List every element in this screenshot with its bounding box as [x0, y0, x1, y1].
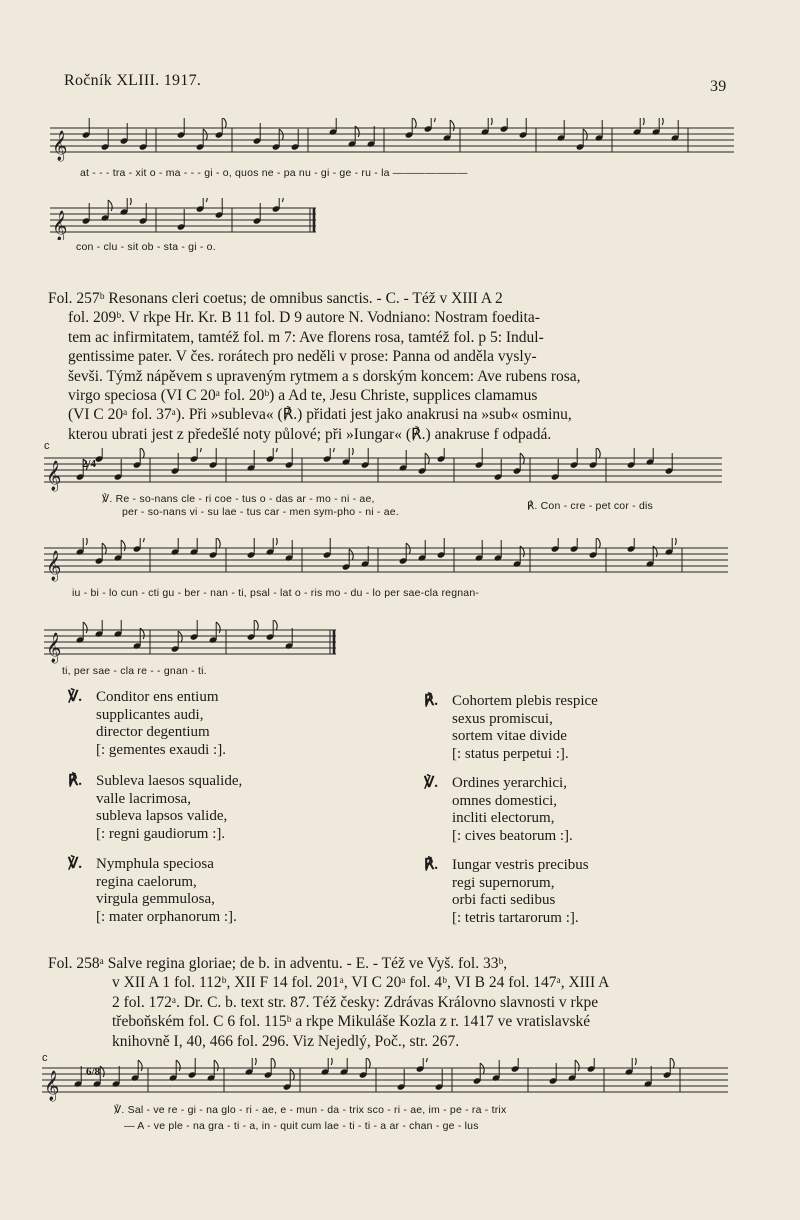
music-staff-2b [40, 538, 730, 584]
svg-text:𝄞: 𝄞 [46, 633, 62, 663]
text-line: (VI C 20ᵃ fol. 37ᵃ). Při »subleva« (℟.) přidati jest jako anakrusi na »sub« osminu, [68, 406, 572, 424]
text-line: virgo speciosa (VI C 20ᵃ fol. 20ᵇ) a Ad te, Jesu Christe, supplices clamamus [68, 387, 538, 405]
lyrics-line: iu - bi - lo cun - cti gu - ber - nan - ti, psal - lat o - ris mo - du - lo per sae-cla regnan- [72, 587, 480, 599]
commentary-paragraph-2 [48, 954, 728, 1051]
verse-right-3 [424, 857, 724, 929]
verse-line: Conditor ens entium [96, 689, 219, 705]
commentary-paragraph-1 [48, 289, 728, 444]
staff-lines [40, 538, 730, 584]
text-line: Fol. 257ᵇ Resonans cleri coetus; de omnibus sanctis. - C. - Též v XIII A 2 [48, 290, 503, 307]
text-line: fol. 209ᵇ. V rkpe Hr. Kr. B 11 fol. D 9 autore N. Vodniano: Nostram foedita- [68, 309, 540, 327]
music-staff-1a [46, 118, 736, 168]
staff-lines [46, 198, 318, 240]
music-staff-3 [38, 1058, 730, 1104]
verse-line: Ordines yerarchici, [452, 775, 567, 791]
verse-line: incliti electorum, [452, 810, 555, 827]
response-mark: ℟. [68, 773, 83, 789]
staff-lines [40, 448, 724, 494]
text-line: třeboňském fol. C 6 fol. 115ᵇ a rkpe Mikuláše Kozla z r. 1417 ve vratislavské [112, 1013, 591, 1031]
staff-lines [38, 1058, 730, 1104]
music-staff-2c [40, 620, 338, 664]
verse-line: Iungar vestris precibus [452, 857, 589, 873]
text-line: tem ac infirmitatem, tamtéž fol. m 7: Ave florens rosa, tamtéž fol. p 5: Indul- [68, 328, 544, 346]
text-line: ševši. Týmž nápěvem s upraveným rytmem a s dorským koncem: Ave rubens rosa, [68, 367, 581, 385]
staff-lines [40, 620, 338, 664]
versicle-mark: ℣. [424, 775, 439, 791]
verse-line: valle lacrimosa, [96, 790, 191, 807]
verse-line: [: mater orphanorum :]. [96, 908, 237, 925]
verse-line: supplicantes audi, [96, 706, 204, 723]
verse-line: orbi facti sedibus [452, 892, 556, 909]
verse-line: regi supernorum, [452, 874, 555, 891]
verse-line: Nymphula speciosa [96, 856, 214, 872]
verse-line: [: regni gaudiorum :]. [96, 825, 226, 842]
response-mark: ℟. [424, 693, 439, 709]
response-lyrics: ℟. Con - cre - pet cor - dis [527, 500, 653, 512]
verse-line: Subleva laesos squalide, [96, 773, 243, 789]
text-line: v XII A 1 fol. 112ᵇ, XII F 14 fol. 201ᵃ, VI C 20ᵃ fol. 4ᵇ, VI B 24 fol. 147ᵃ, XIII A [112, 974, 610, 992]
text-line: knihovně I, 40, 466 fol. 296. Viz Nejedlý, Poč., str. 267. [112, 1032, 460, 1050]
text-line: kterou ubrati jest z předešlé noty půlové; při »Iungar« (℟.) anakruse f odpadá. [68, 425, 552, 443]
music-staff-2a [40, 448, 724, 494]
versicle-mark: ℣. [68, 856, 83, 872]
verse-line: omnes domestici, [452, 792, 557, 809]
page-number: 39 [710, 78, 727, 95]
time-signature: 2/4 [82, 458, 97, 470]
clef-label: c [44, 440, 50, 452]
music-staff-1b [46, 198, 318, 240]
text-line: gentissime pater. V čes. rorátech pro neděli v prose: Panna od anděla vysly- [68, 348, 537, 366]
lyrics-line: ℣. Re - so-nans cle - ri coe - tus o - das ar - mo - ni - ae, [102, 493, 375, 505]
staff-lines [46, 118, 736, 168]
verse-line: regina caelorum, [96, 873, 197, 890]
lyrics-line: ℣. Sal - ve re - gi - na glo - ri - ae, e - mun - da - trix sco - ri - ae, im - pe - ra - trix [114, 1104, 507, 1116]
svg-text:𝄞: 𝄞 [52, 131, 68, 161]
verse-line: director degentium [96, 724, 210, 741]
text-line: Fol. 258ᵃ Salve regina gloriae; de b. in adventu. - E. - Též ve Vyš. fol. 33ᵇ, [48, 955, 508, 972]
verse-line: virgula gemmulosa, [96, 891, 215, 908]
svg-text:𝄞: 𝄞 [44, 1071, 60, 1101]
verse-line: sexus promiscui, [452, 710, 553, 727]
svg-text:𝄞: 𝄞 [52, 211, 68, 240]
lyrics-line: at - - - tra - xit o - ma - - - gi - o, quos ne - pa nu - gi - ge - ru - la ——————— [80, 167, 468, 179]
time-signature: 6/8 [86, 1066, 101, 1078]
lyrics-line: ti, per sae - cla re - - gnan - ti. [62, 665, 207, 677]
clef-label: c [42, 1052, 48, 1064]
lyrics-line: con - clu - sit ob - sta - gi - o. [76, 241, 216, 253]
verse-line: Cohortem plebis respice [452, 693, 598, 709]
running-header: Ročník XLIII. 1917. [64, 72, 202, 89]
svg-text:𝄞: 𝄞 [46, 461, 62, 491]
verse-line: sortem vitae divide [452, 728, 567, 745]
versicle-mark: ℣. [68, 689, 83, 705]
lyrics-line: per - so-nans vi - su lae - tus car - men sym-pho - ni - ae. [122, 506, 399, 518]
verse-right-2 [424, 775, 724, 847]
text-line: 2 fol. 172ᵃ. Dr. C. b. text str. 87. Též česky: Zdrávas Královno slavnosti v rkpe [112, 993, 599, 1011]
lyrics-line: — A - ve ple - na gra - ti - a, in - quit cum lae - ti - ti - a ar - chan - ge - lus [124, 1120, 479, 1132]
verse-left-1 [68, 689, 368, 761]
verse-line: [: cives beatorum :]. [452, 827, 573, 844]
response-mark: ℟. [424, 857, 439, 873]
verse-line: [: tetris tartarorum :]. [452, 909, 579, 926]
verse-left-3 [68, 856, 368, 928]
verse-right-1 [424, 693, 724, 765]
verse-line: [: gementes exaudi :]. [96, 741, 226, 758]
verse-line: subleva lapsos valide, [96, 808, 228, 825]
verse-left-2 [68, 773, 368, 845]
verse-line: [: status perpetui :]. [452, 745, 569, 762]
svg-text:𝄞: 𝄞 [46, 551, 62, 581]
